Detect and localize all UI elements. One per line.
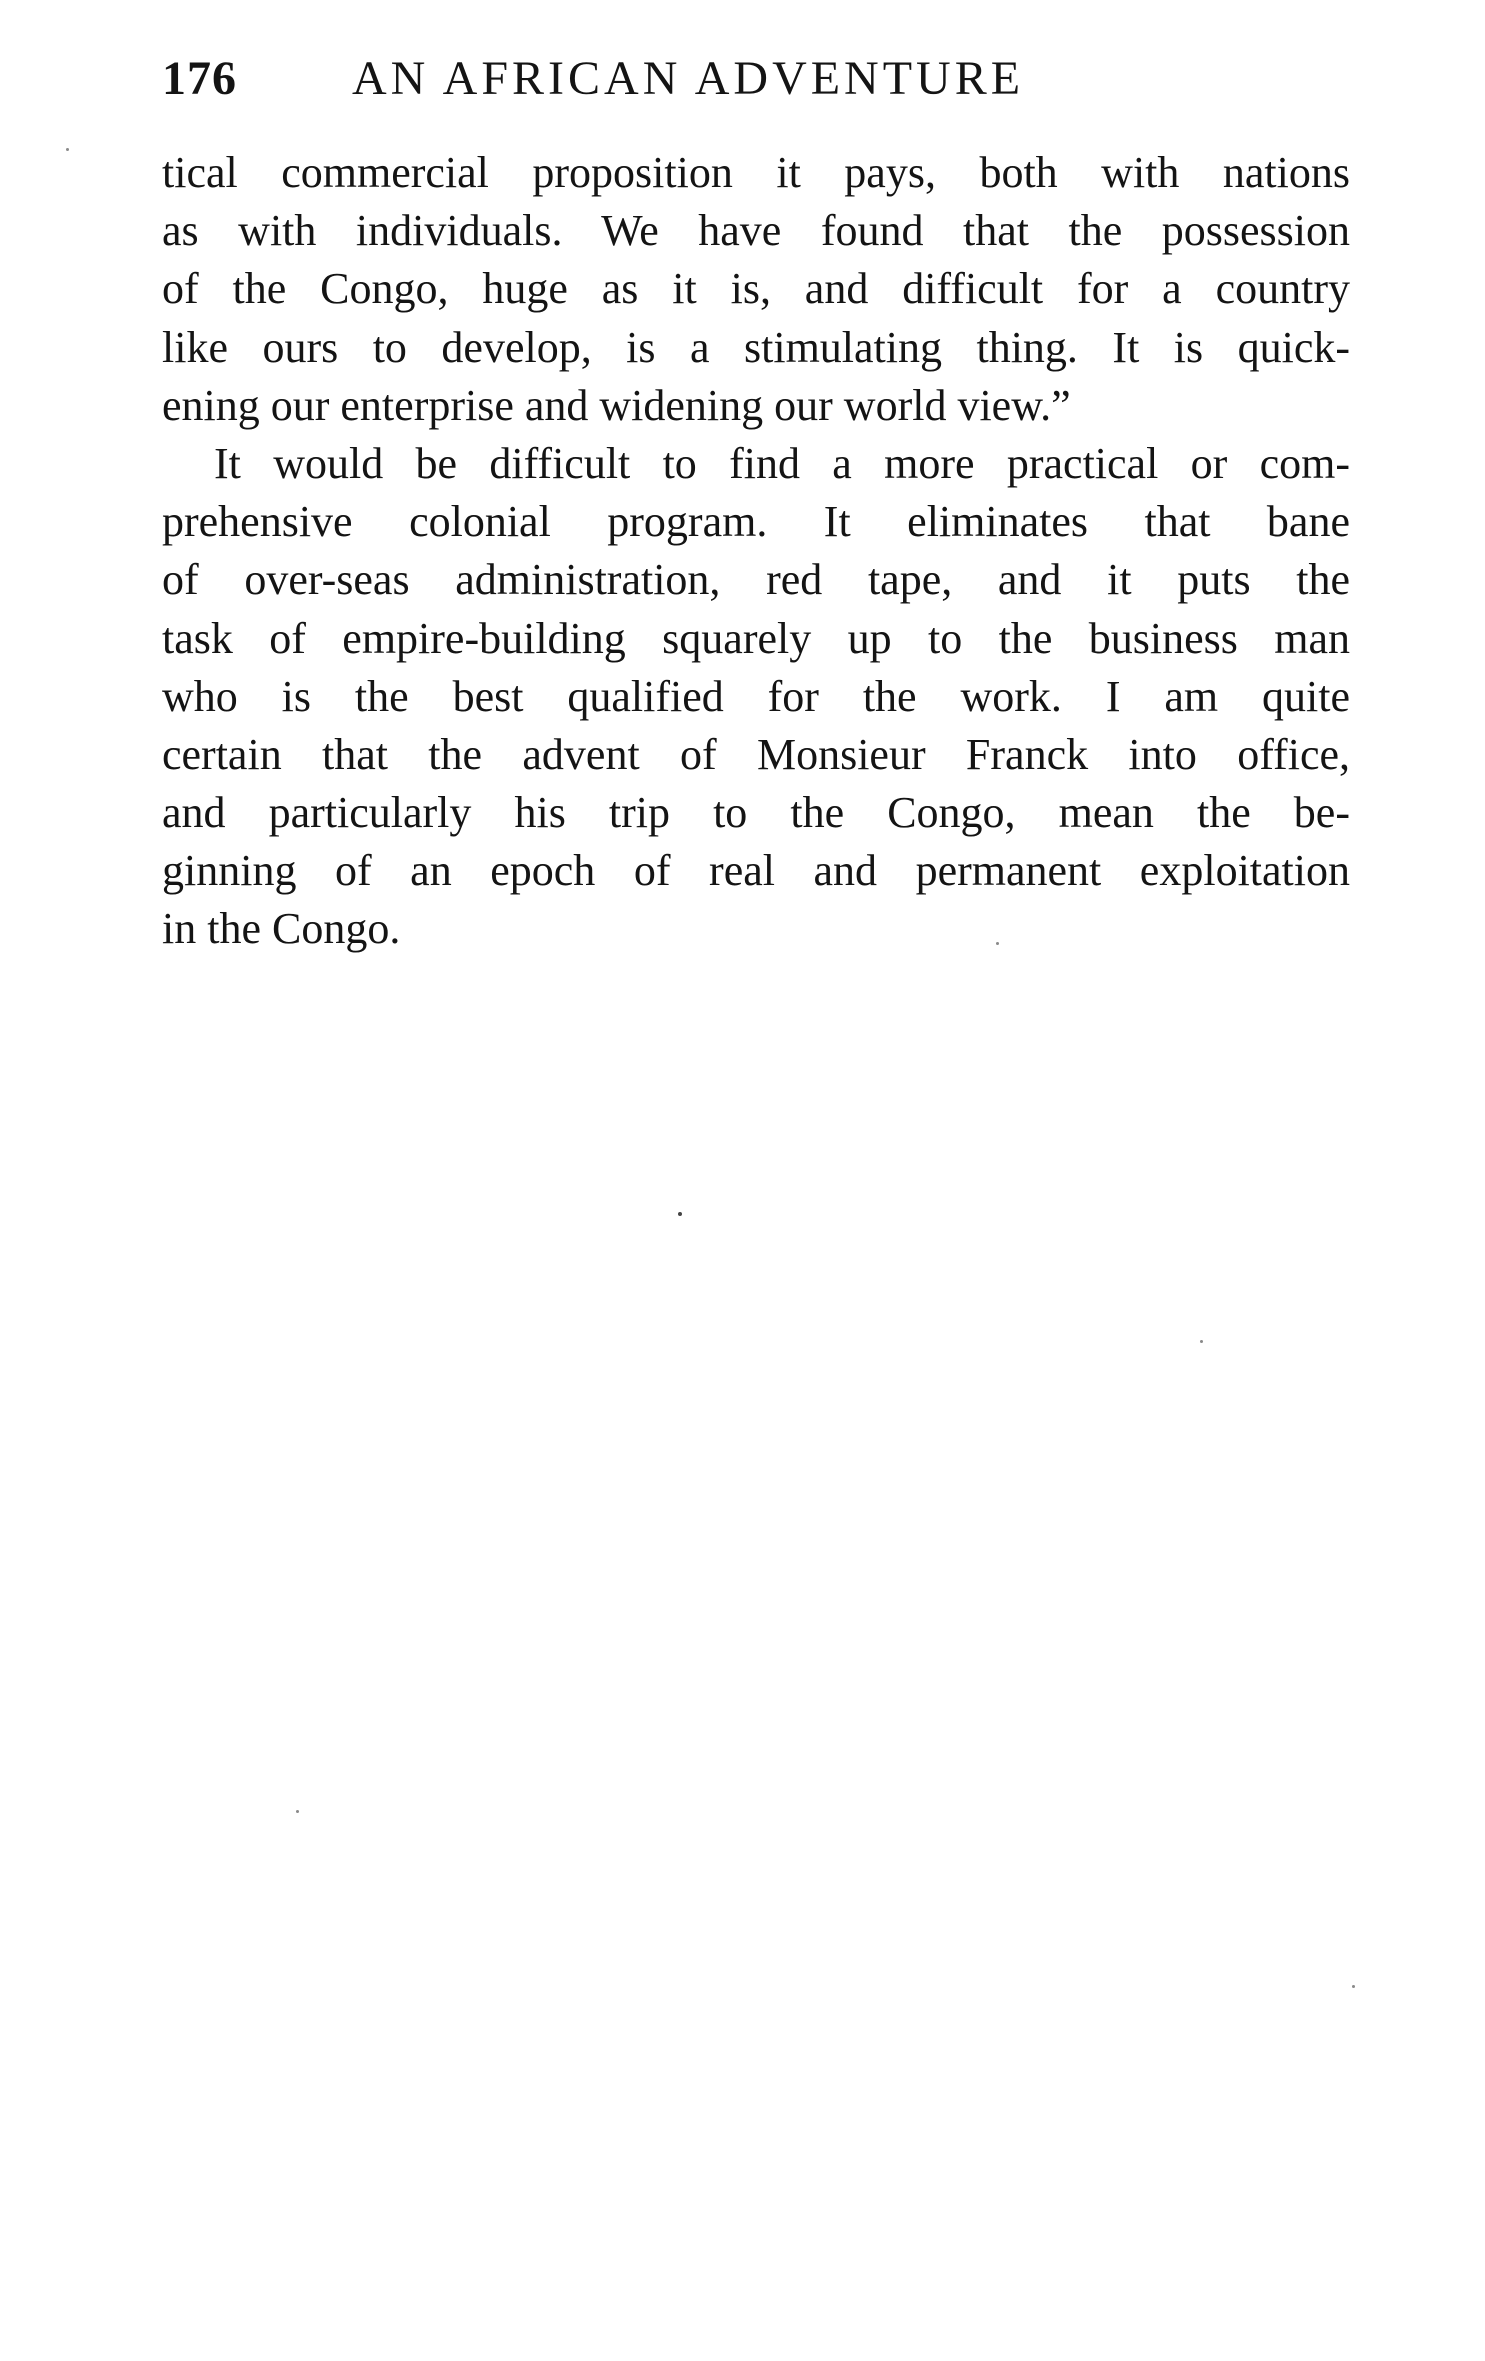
text-line: as with individuals. We have found that the possession <box>162 206 1350 256</box>
scan-speck <box>66 148 69 151</box>
scan-speck <box>1352 1985 1355 1988</box>
text-line: like ours to develop, is a stimulating thing. It is quick- <box>162 322 1350 372</box>
page-number: 176 <box>162 52 237 105</box>
text-line: It would be difficult to find a more practical or com- <box>214 438 1350 488</box>
text-line: in the Congo. <box>162 904 401 954</box>
running-title: AN AFRICAN ADVENTURE <box>352 52 1025 105</box>
paragraph-continued <box>162 144 1350 435</box>
text-line: of over-seas administration, red tape, and it puts the <box>162 555 1350 605</box>
text-line: tical commercial proposition it pays, both with nations <box>162 148 1350 197</box>
body-text <box>162 144 1350 959</box>
paragraph <box>162 435 1350 959</box>
scan-speck <box>678 1212 682 1216</box>
text-line: task of empire-building squarely up to the business man <box>162 613 1350 663</box>
text-line: of the Congo, huge as it is, and difficult for a country <box>162 264 1350 314</box>
scan-speck <box>1200 1340 1203 1343</box>
scan-speck <box>996 942 999 945</box>
text-line: who is the best qualified for the work. I am quite <box>162 671 1350 721</box>
text-line: and particularly his trip to the Congo, mean the be- <box>162 788 1350 838</box>
text-line: prehensive colonial program. It eliminates that bane <box>162 497 1350 547</box>
text-line: ening our enterprise and widening our world view.” <box>162 380 1071 430</box>
scan-speck <box>296 1810 299 1813</box>
running-header <box>162 44 1350 114</box>
text-line: ginning of an epoch of real and permanent exploitation <box>162 846 1350 896</box>
text-line: certain that the advent of Monsieur Franck into office, <box>162 729 1350 779</box>
